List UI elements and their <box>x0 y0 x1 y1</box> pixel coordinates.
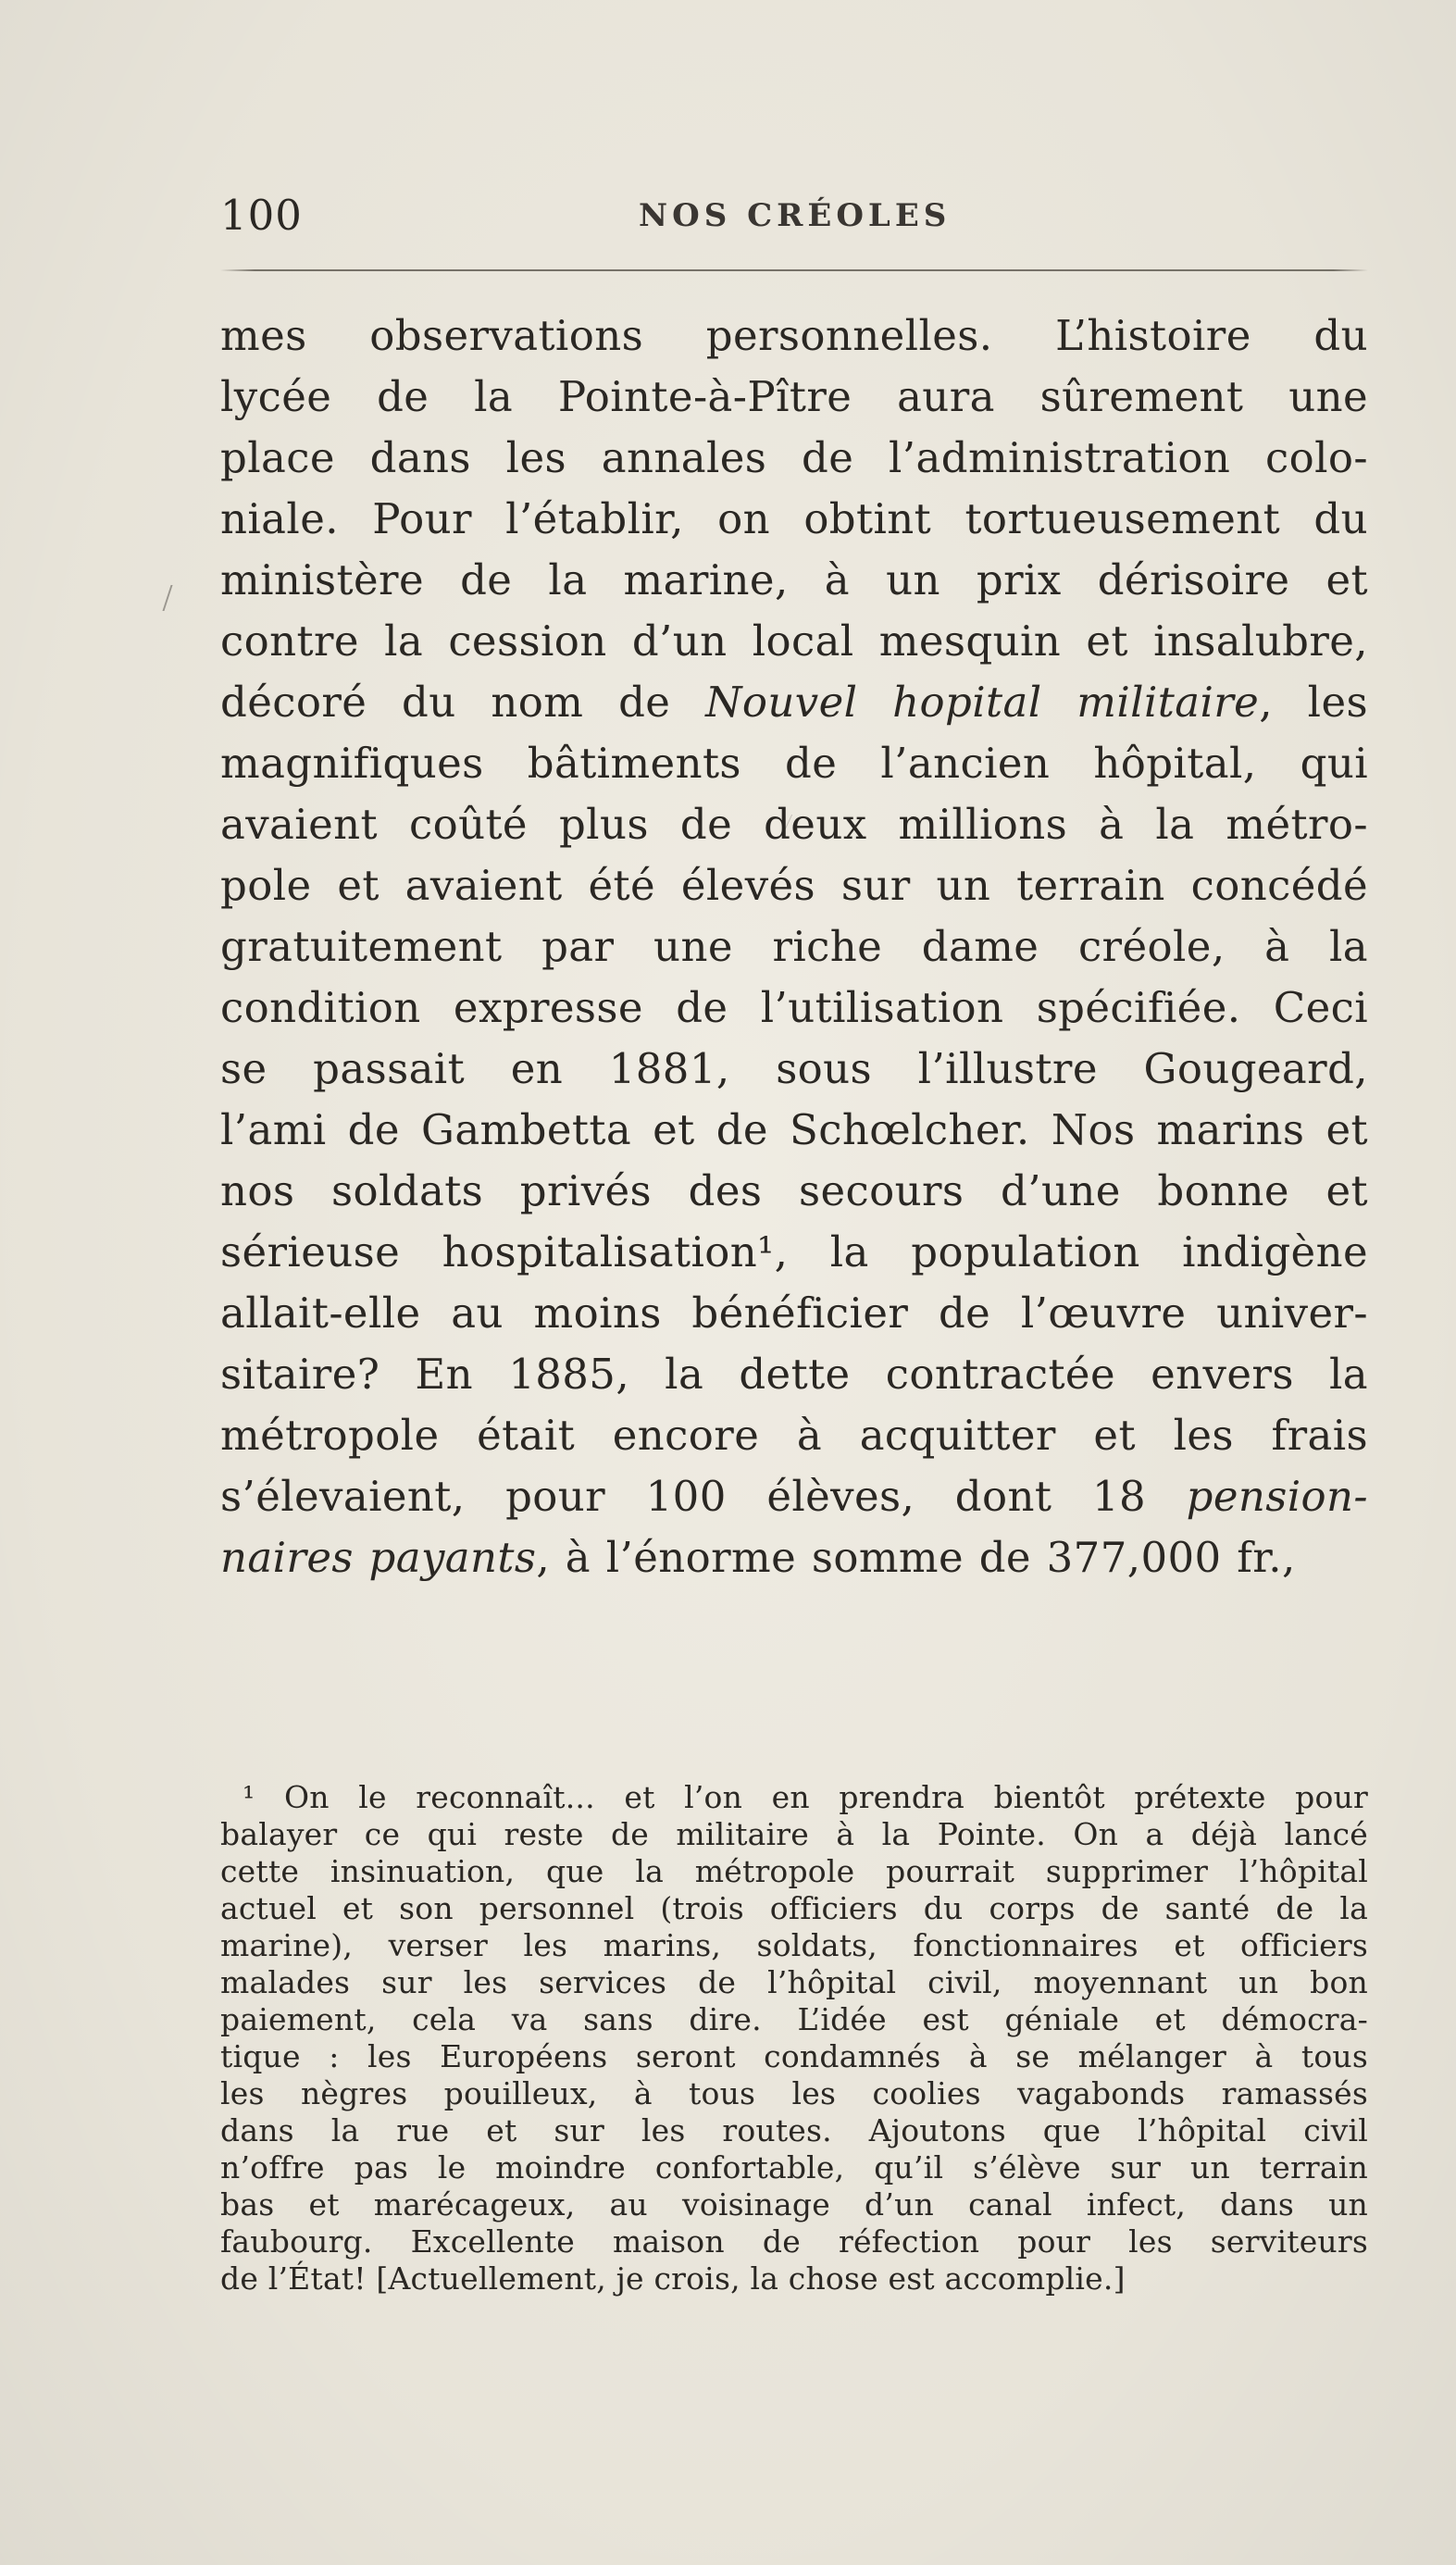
footnote-line: bas et marécageux, au voisinage d’un canal infect, dans un <box>220 2186 1368 2223</box>
body-line-with-italic <box>220 1466 1368 1527</box>
body-line: se passait en 1881, sous l’illustre Gougeard, <box>220 1044 1368 1093</box>
body-text-segment: , à l’énorme somme de 377,000 fr., <box>536 1533 1296 1582</box>
body-line-with-italic <box>220 672 1368 733</box>
running-title: NOS CRÉOLES <box>639 197 952 234</box>
body-line: avaient coûté plus de deux millions à la métro- <box>220 800 1368 849</box>
body-line: condition expresse de l’utilisation spécifiée. Ceci <box>220 983 1368 1032</box>
body-line: ministère de la marine, à un prix dérisoire et <box>220 555 1368 604</box>
body-line: place dans les annales de l’administration colo- <box>220 433 1368 482</box>
page-header <box>220 190 1368 242</box>
body-text-segment: décoré du nom de <box>220 678 706 727</box>
body-line-with-italic <box>220 1527 1368 1588</box>
margin-mark <box>162 585 187 611</box>
body-line: magnifiques bâtiments de l’ancien hôpital, qui <box>220 739 1368 788</box>
italic-term: pension- <box>1186 1472 1368 1521</box>
footnote-line: ¹ On le reconnaît... et l’on en prendra bientôt prétexte pour <box>243 1779 1368 1815</box>
body-line: métropole était encore à acquitter et les frais <box>220 1411 1368 1460</box>
footnote-line: marine), verser les marins, soldats, fonctionnaires et officiers <box>220 1927 1368 1963</box>
footnote-line: cette insinuation, que la métropole pourrait supprimer l’hôpital <box>220 1853 1368 1889</box>
footnote-line: de l’État! [Actuellement, je crois, la chose est accomplie.] <box>220 2260 1126 2297</box>
body-line: lycée de la Pointe-à-Pître aura sûrement une <box>220 372 1368 421</box>
body-line: l’ami de Gambetta et de Schœlcher. Nos marins et <box>220 1105 1368 1154</box>
footnote-line: tique : les Européens seront condamnés à se mélanger à tous <box>220 2038 1368 2074</box>
italic-title: Nouvel hopital militaire <box>705 678 1260 727</box>
body-text-segment: s’élevaient, pour 100 élèves, dont 18 <box>220 1472 1187 1521</box>
main-text <box>220 305 1368 1712</box>
body-line: mes observations personnelles. L’histoire du <box>220 311 1368 360</box>
body-line: niale. Pour l’établir, on obtint tortueusement du <box>220 494 1368 543</box>
header-rule <box>220 269 1368 271</box>
body-line: sitaire? En 1885, la dette contractée envers la <box>220 1350 1368 1399</box>
body-line: gratuitement par une riche dame créole, à la <box>220 922 1368 971</box>
body-line: contre la cession d’un local mesquin et insalubre, <box>220 616 1368 666</box>
body-line: nos soldats privés des secours d’une bonne et <box>220 1166 1368 1215</box>
italic-term: naires payants <box>220 1533 537 1582</box>
footnote-line: malades sur les services de l’hôpital civil, moyennant un bon <box>220 1964 1368 2000</box>
page-number: 100 <box>220 191 303 240</box>
footnote-line: dans la rue et sur les routes. Ajoutons que l’hôpital civil <box>220 2112 1368 2148</box>
footnote-line: n’offre pas le moindre confortable, qu’il s’élève sur un terrain <box>220 2149 1368 2185</box>
footnote-line: faubourg. Excellente maison de réfection pour les serviteurs <box>220 2223 1368 2260</box>
footnote-line: les nègres pouilleux, à tous les coolies vagabonds ramassés <box>220 2075 1368 2111</box>
body-line: sérieuse hospitalisation¹, la population indigène <box>220 1227 1368 1276</box>
body-text-segment: , les <box>1259 678 1368 727</box>
body-line: pole et avaient été élevés sur un terrain concédé <box>220 861 1368 910</box>
footnote <box>220 1779 1368 2297</box>
body-line: allait-elle au moins bénéficier de l’œuvre univer- <box>220 1289 1368 1338</box>
footnote-line: paiement, cela va sans dire. L’idée est géniale et démocra- <box>220 2001 1368 2037</box>
footnote-line: actuel et son personnel (trois officiers du corps de santé de la <box>220 1890 1368 1926</box>
footnote-line: balayer ce qui reste de militaire à la Pointe. On a déjà lancé <box>220 1816 1368 1852</box>
